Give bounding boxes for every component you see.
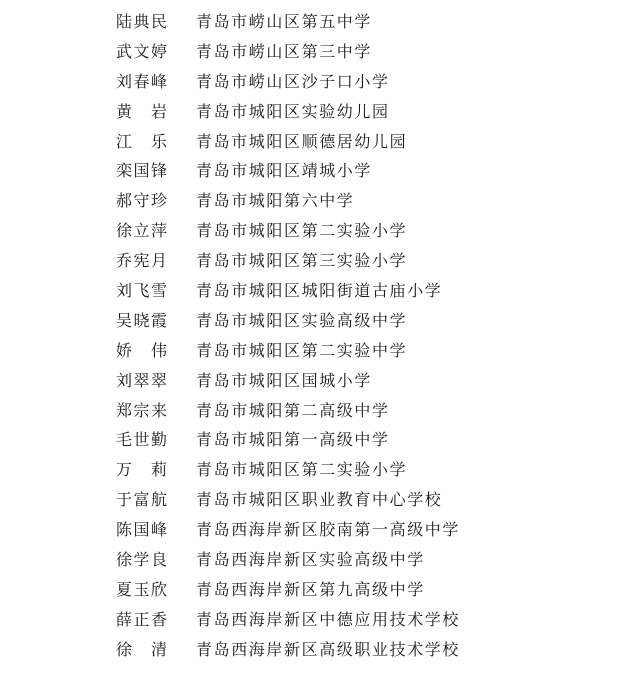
- list-item: [0, 186, 632, 216]
- person-name: 江 乐: [116, 131, 168, 151]
- school-name: 青岛市城阳第一高级中学: [196, 430, 390, 450]
- person-name: 于富航: [116, 490, 168, 510]
- school-name: 青岛西海岸新区胶南第一高级中学: [196, 520, 461, 540]
- person-name: 万 莉: [116, 460, 168, 480]
- school-name: 青岛市城阳区第三实验小学: [196, 251, 408, 271]
- list-item: [0, 396, 632, 426]
- school-name: 青岛市崂山区沙子口小学: [196, 71, 390, 91]
- school-name: 青岛市城阳区第二实验小学: [196, 221, 408, 241]
- list-item: [0, 485, 632, 515]
- school-name: 青岛市城阳区第二实验小学: [196, 460, 408, 480]
- person-name: 徐学良: [116, 550, 168, 570]
- person-name: 刘翠翠: [116, 370, 168, 390]
- school-name: 青岛市城阳第六中学: [196, 191, 355, 211]
- list-item: [0, 67, 632, 97]
- person-name: 吴晓霞: [116, 310, 168, 330]
- person-name: 郝守珍: [116, 191, 168, 211]
- school-name: 青岛市崂山区第三中学: [196, 41, 373, 61]
- school-name: 青岛市城阳区第二实验中学: [196, 340, 408, 360]
- school-name: 青岛市城阳区城阳街道古庙小学: [196, 281, 443, 301]
- person-name: 黄 岩: [116, 101, 168, 121]
- list-item: [0, 515, 632, 545]
- person-name: 乔宪月: [116, 251, 168, 271]
- list-item: [0, 635, 632, 665]
- list-item: [0, 306, 632, 336]
- person-name: 郑宗来: [116, 400, 168, 420]
- person-name: 栾国锋: [116, 161, 168, 181]
- list-item: [0, 605, 632, 635]
- school-name: 青岛市城阳区国城小学: [196, 370, 373, 390]
- list-item: [0, 7, 632, 37]
- person-name: 刘春峰: [116, 71, 168, 91]
- list-item: [0, 276, 632, 306]
- school-name: 青岛市城阳区顺德居幼儿园: [196, 131, 408, 151]
- person-name: 薛正香: [116, 609, 168, 629]
- person-name: 徐立萍: [116, 221, 168, 241]
- person-name: 陈国峰: [116, 520, 168, 540]
- list-item: [0, 545, 632, 575]
- person-name: 毛世勤: [116, 430, 168, 450]
- school-name: 青岛市崂山区第五中学: [196, 12, 373, 31]
- school-name: 青岛市城阳区实验幼儿园: [196, 101, 390, 121]
- list-item: [0, 366, 632, 396]
- school-name: 青岛西海岸新区第九高级中学: [196, 579, 425, 599]
- school-name: 青岛市城阳第二高级中学: [196, 400, 390, 420]
- person-name: 武文婷: [116, 41, 168, 61]
- list-item: [0, 246, 632, 276]
- list-item: [0, 336, 632, 366]
- school-name: 青岛市城阳区靖城小学: [196, 161, 373, 181]
- list-item: [0, 127, 632, 157]
- list-item: [0, 97, 632, 127]
- school-name: 青岛市城阳区职业教育中心学校: [196, 490, 443, 510]
- list-item: [0, 425, 632, 455]
- school-name: 青岛西海岸新区中德应用技术学校: [196, 609, 461, 629]
- list-item: [0, 37, 632, 67]
- list-item: [0, 575, 632, 605]
- school-name: 青岛市城阳区实验高级中学: [196, 310, 408, 330]
- school-name: 青岛西海岸新区高级职业技术学校: [196, 639, 461, 659]
- person-name: 娇 伟: [116, 340, 168, 360]
- list-item: [0, 216, 632, 246]
- school-name: 青岛西海岸新区实验高级中学: [196, 550, 425, 570]
- person-name: 陆典民: [116, 12, 168, 31]
- list-item: [0, 455, 632, 485]
- person-name: 夏玉欣: [116, 579, 168, 599]
- name-list: [0, 7, 632, 665]
- list-item: [0, 156, 632, 186]
- person-name: 徐 清: [116, 639, 168, 659]
- person-name: 刘飞雪: [116, 281, 168, 301]
